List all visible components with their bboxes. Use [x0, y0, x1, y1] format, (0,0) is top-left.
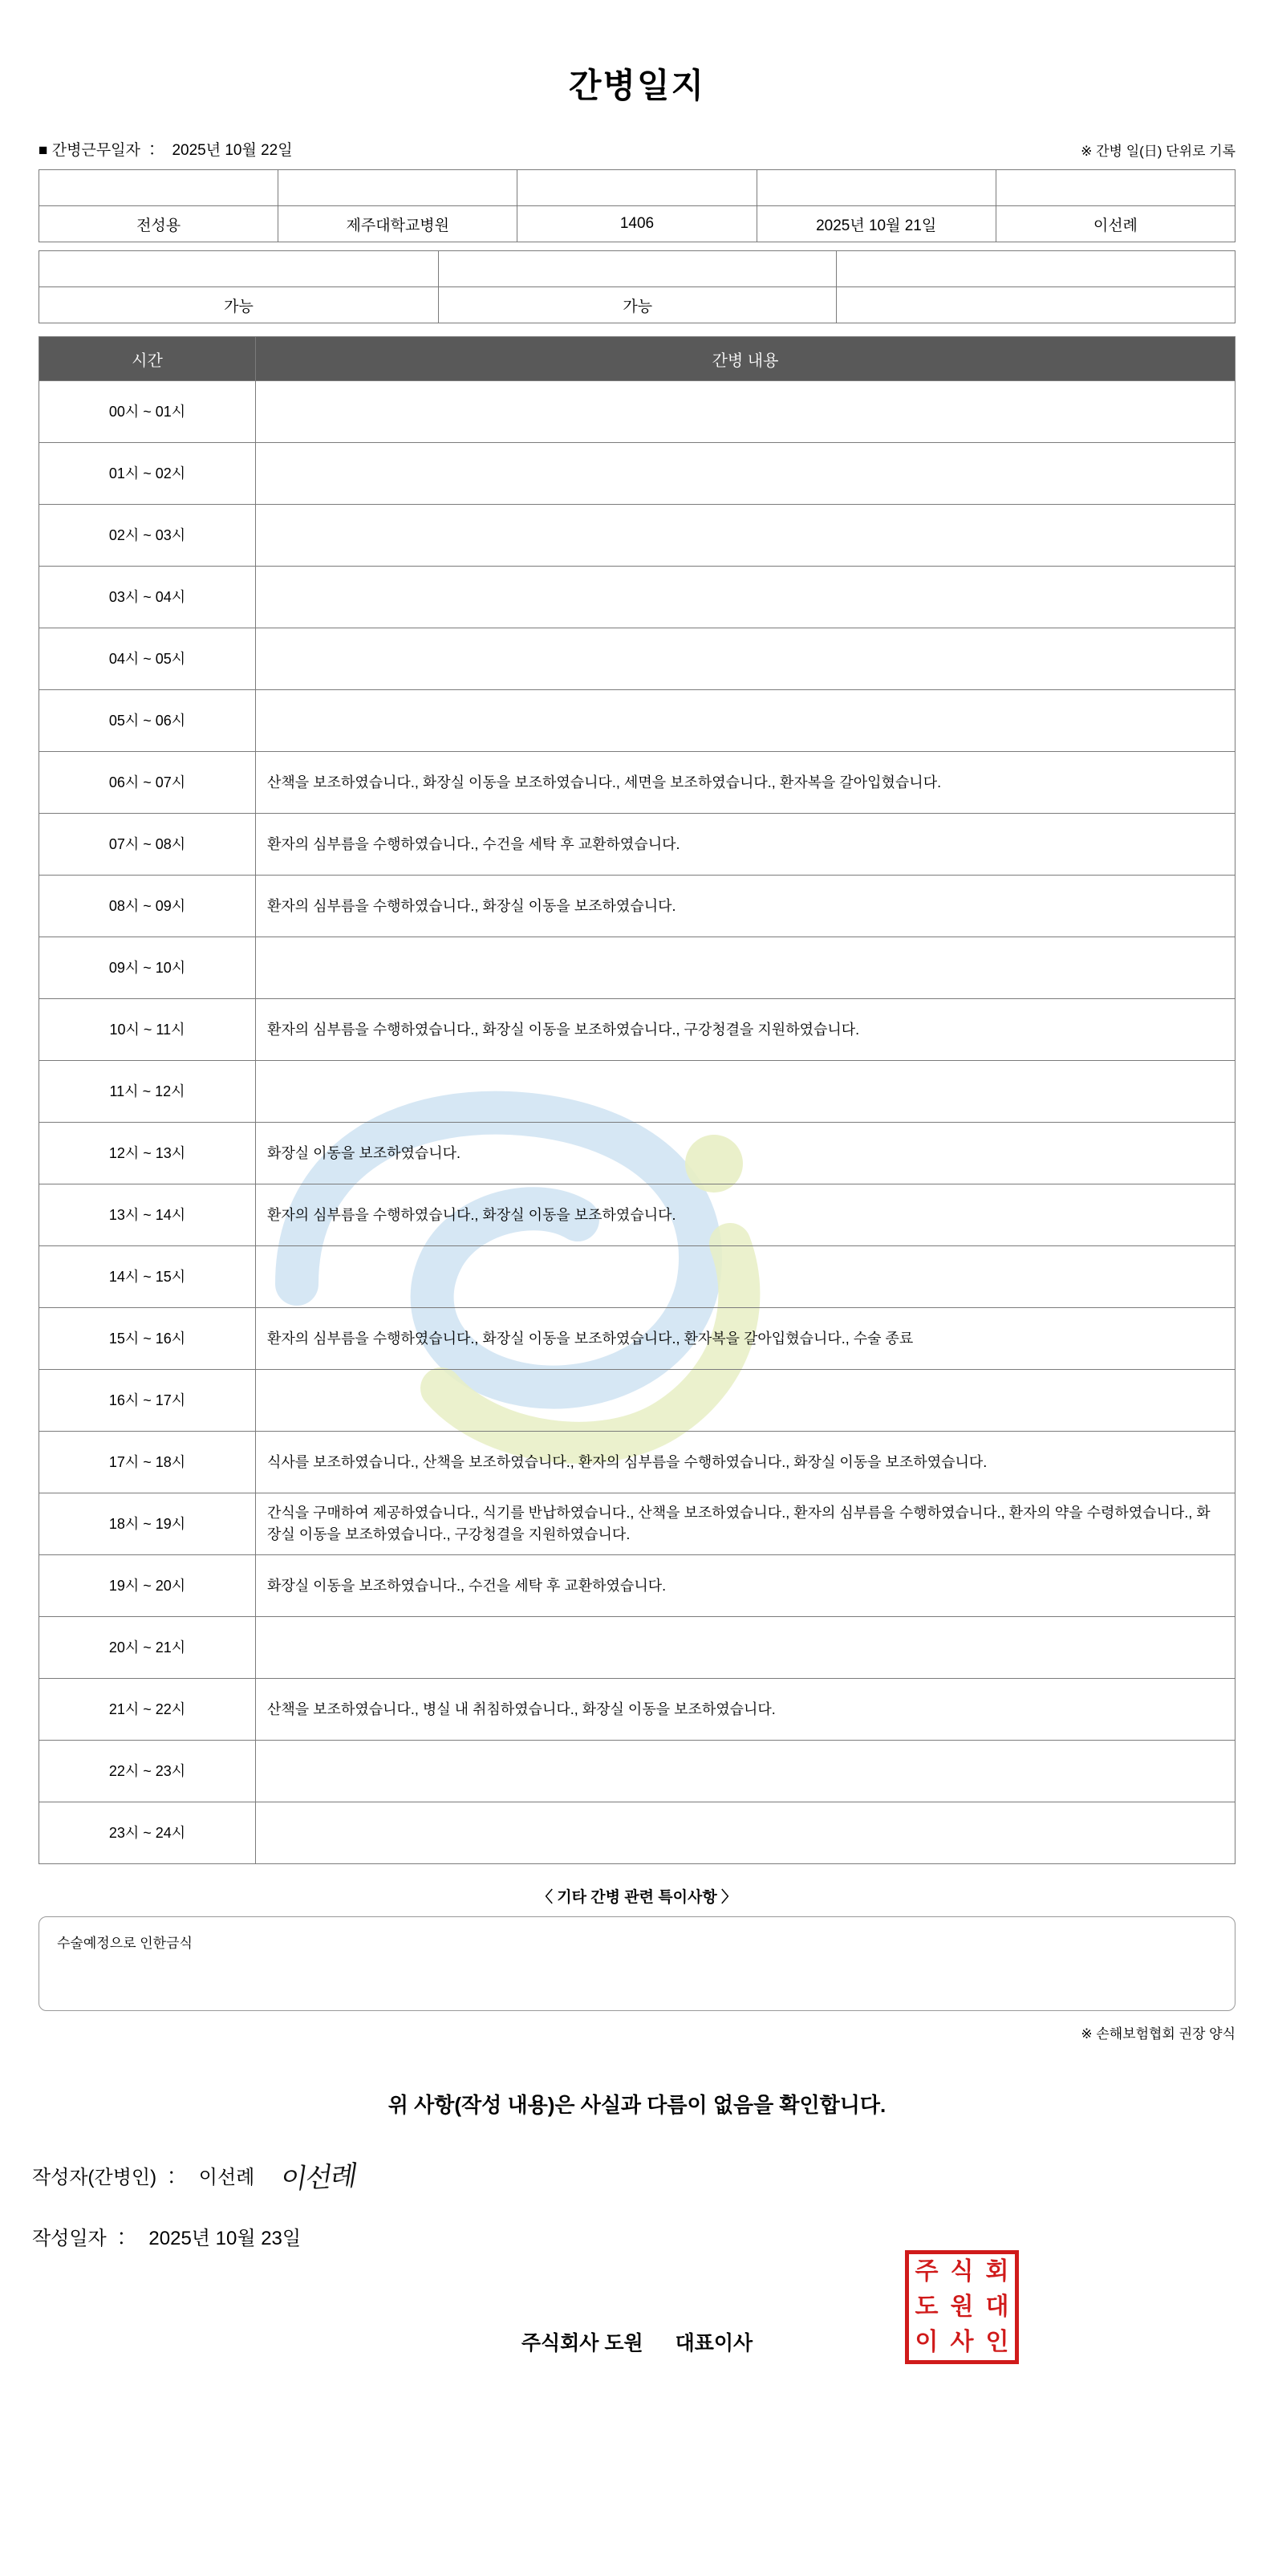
- table-row: [39, 170, 1235, 206]
- schedule-time: 19시 ~ 20시: [39, 1555, 256, 1617]
- schedule-time: 00시 ~ 01시: [39, 381, 256, 443]
- schedule-time: 04시 ~ 05시: [39, 628, 256, 690]
- seal-char: 사: [950, 2329, 974, 2355]
- patient-header-room: 병실호수: [517, 170, 757, 206]
- company-name: 주식회사 도원: [521, 2332, 643, 2355]
- date-line: [0, 2222, 1274, 2250]
- bottom-spacer: [0, 2356, 1274, 2412]
- schedule-time: 10시 ~ 11시: [39, 999, 256, 1061]
- care-header-oral-intake: 음식 경구 섭취: [438, 251, 837, 287]
- schedule-content: [256, 567, 1235, 628]
- seal-char: 회: [985, 2258, 1009, 2285]
- schedule-content: 환자의 심부름을 수행하였습니다., 수건을 세탁 후 교환하였습니다.: [256, 814, 1235, 876]
- schedule-time: 15시 ~ 16시: [39, 1308, 256, 1370]
- schedule-content: [256, 690, 1235, 752]
- schedule-content: 환자의 심부름을 수행하였습니다., 화장실 이동을 보조하였습니다.: [256, 1184, 1235, 1246]
- table-row: [39, 1679, 1235, 1741]
- page-title: 간병일지: [568, 67, 706, 104]
- schedule-content: 간식을 구매하여 제공하였습니다., 식기를 반납하였습니다., 산책을 보조하였습니다., 환자의 심부름을 수행하였습니다., 환자의 약을 수령하였습니다., 화장실 이동을 보조하였습니다., 구강청결을 지원하였습니다.: [256, 1493, 1235, 1555]
- table-row: [39, 505, 1235, 567]
- schedule-time: 20시 ~ 21시: [39, 1617, 256, 1679]
- writer-label: 작성자(간병인) ：: [32, 2167, 181, 2188]
- spacer: [0, 242, 1274, 250]
- patient-table: [39, 169, 1235, 242]
- table-row: [39, 690, 1235, 752]
- seal-char: 주: [915, 2258, 939, 2285]
- seal-char: 이: [915, 2329, 939, 2355]
- schedule-table: [39, 336, 1235, 1864]
- schedule-time: 01시 ~ 02시: [39, 443, 256, 505]
- schedule-content: 식사를 보조하였습니다., 산책을 보조하였습니다., 환자의 심부름을 수행하였습니다., 화장실 이동을 보조하였습니다.: [256, 1432, 1235, 1493]
- table-row: [39, 1246, 1235, 1308]
- table-row: [39, 814, 1235, 876]
- care-condition-table: [39, 250, 1235, 323]
- schedule-time: 07시 ~ 08시: [39, 814, 256, 876]
- schedule-time: 11시 ~ 12시: [39, 1061, 256, 1123]
- writer-line: [0, 2155, 1274, 2195]
- company-line: [0, 2258, 1274, 2356]
- patient-value-hospital: 제주대학교병원: [278, 206, 517, 242]
- notes-title: 〈 기타 간병 관련 특이사항 〉: [538, 1889, 736, 1906]
- care-header-tube-insertion: 체내 관 삽입: [837, 251, 1235, 287]
- care-value-oral-intake: 가능: [438, 287, 837, 323]
- schedule-time: 03시 ~ 04시: [39, 567, 256, 628]
- table-row: [39, 1123, 1235, 1184]
- care-header-walking: 자가 보행: [39, 251, 439, 287]
- table-row: [39, 287, 1235, 323]
- schedule-content: [256, 937, 1235, 999]
- patient-value-room: 1406: [517, 206, 757, 242]
- patient-header-caregiver: 간병인명: [996, 170, 1235, 206]
- schedule-content: [256, 1370, 1235, 1432]
- table-row: [39, 1741, 1235, 1802]
- table-row: [39, 1308, 1235, 1370]
- schedule-time: 22시 ~ 23시: [39, 1741, 256, 1802]
- patient-header-admission-date: 입원날짜: [757, 170, 996, 206]
- schedule-time: 12시 ~ 13시: [39, 1123, 256, 1184]
- table-row: [39, 1370, 1235, 1432]
- schedule-content: [256, 1061, 1235, 1123]
- seal-char: 도: [915, 2294, 939, 2320]
- table-row: [39, 251, 1235, 287]
- table-row: [39, 1802, 1235, 1864]
- schedule-content: 화장실 이동을 보조하였습니다., 수건을 세탁 후 교환하였습니다.: [256, 1555, 1235, 1617]
- table-row: [39, 1432, 1235, 1493]
- table-row: [39, 443, 1235, 505]
- schedule-content: [256, 628, 1235, 690]
- notes-box[interactable]: 수술예정으로 인한금식: [39, 1916, 1235, 2011]
- care-value-tube-insertion: [837, 287, 1235, 323]
- schedule-content: [256, 1741, 1235, 1802]
- confirmation-statement: 위 사항(작성 내용)은 사실과 다름이 없음을 확인합니다.: [387, 2093, 887, 2117]
- schedule-time: 16시 ~ 17시: [39, 1370, 256, 1432]
- table-row: [39, 1493, 1235, 1555]
- company-seal-stamp: [905, 2250, 1019, 2364]
- schedule-time: 17시 ~ 18시: [39, 1432, 256, 1493]
- table-row: [39, 937, 1235, 999]
- schedule-time: 08시 ~ 09시: [39, 876, 256, 937]
- patient-header-hospital: 의료기관: [278, 170, 517, 206]
- seal-char: 식: [950, 2258, 974, 2285]
- schedule-time: 21시 ~ 22시: [39, 1679, 256, 1741]
- schedule-content: 화장실 이동을 보조하였습니다.: [256, 1123, 1235, 1184]
- company-role: 대표이사: [675, 2332, 753, 2355]
- meta-row: [0, 138, 1274, 169]
- table-row: [39, 628, 1235, 690]
- date-value: 2025년 10월 23일: [148, 2228, 302, 2249]
- schedule-header-content: 간병 내용: [256, 337, 1235, 381]
- writer-value: 이선례: [198, 2167, 255, 2188]
- care-value-walking: 가능: [39, 287, 439, 323]
- table-row: [39, 1184, 1235, 1246]
- schedule-content: 환자의 심부름을 수행하였습니다., 화장실 이동을 보조하였습니다., 구강청결을 지원하였습니다.: [256, 999, 1235, 1061]
- schedule-time: 23시 ~ 24시: [39, 1802, 256, 1864]
- table-row: [39, 381, 1235, 443]
- schedule-content: [256, 505, 1235, 567]
- schedule-content: [256, 1617, 1235, 1679]
- table-row: [39, 999, 1235, 1061]
- association-note: ※ 손해보험협회 권장 양식: [1081, 2026, 1235, 2042]
- schedule-time: 13시 ~ 14시: [39, 1184, 256, 1246]
- schedule-content: [256, 381, 1235, 443]
- schedule-content: 환자의 심부름을 수행하였습니다., 화장실 이동을 보조하였습니다.: [256, 876, 1235, 937]
- schedule-content: 산책을 보조하였습니다., 화장실 이동을 보조하였습니다., 세면을 보조하였습니다., 환자복을 갈아입혔습니다.: [256, 752, 1235, 814]
- work-date-label: ■ 간병근무일자 ：: [39, 142, 160, 159]
- work-date-value: 2025년 10월 22일: [172, 142, 293, 159]
- table-row: [39, 206, 1235, 242]
- schedule-header-time: 시간: [39, 337, 256, 381]
- patient-value-name: 전성용: [39, 206, 278, 242]
- spacer: [0, 323, 1274, 336]
- table-row: [39, 567, 1235, 628]
- patient-header-name: 환자성명: [39, 170, 278, 206]
- seal-char: 대: [985, 2294, 1009, 2320]
- signature-mark: 이선례: [278, 2161, 359, 2196]
- table-row: [39, 1061, 1235, 1123]
- schedule-content: 산책을 보조하였습니다., 병실 내 취침하였습니다., 화장실 이동을 보조하였습니다.: [256, 1679, 1235, 1741]
- seal-char: 원: [950, 2294, 974, 2320]
- schedule-time: 02시 ~ 03시: [39, 505, 256, 567]
- work-date: [39, 138, 293, 160]
- schedule-content: [256, 443, 1235, 505]
- patient-value-caregiver: 이선례: [996, 206, 1235, 242]
- schedule-time: 05시 ~ 06시: [39, 690, 256, 752]
- schedule-content: [256, 1246, 1235, 1308]
- schedule-content: [256, 1802, 1235, 1864]
- schedule-time: 18시 ~ 19시: [39, 1493, 256, 1555]
- schedule-time: 14시 ~ 15시: [39, 1246, 256, 1308]
- patient-value-admission-date: 2025년 10월 21일: [757, 206, 996, 242]
- schedule-time: 09시 ~ 10시: [39, 937, 256, 999]
- table-row: [39, 337, 1235, 381]
- table-row: [39, 876, 1235, 937]
- table-row: [39, 1555, 1235, 1617]
- schedule-time: 06시 ~ 07시: [39, 752, 256, 814]
- unit-note: ※ 간병 일(日) 단위로 기록: [1081, 144, 1235, 159]
- table-row: [39, 1617, 1235, 1679]
- table-row: [39, 752, 1235, 814]
- date-label: 작성일자 ：: [32, 2228, 132, 2249]
- schedule-content: 환자의 심부름을 수행하였습니다., 화장실 이동을 보조하였습니다., 환자복을 갈아입혔습니다., 수술 종료: [256, 1308, 1235, 1370]
- seal-char: 인: [985, 2329, 1009, 2355]
